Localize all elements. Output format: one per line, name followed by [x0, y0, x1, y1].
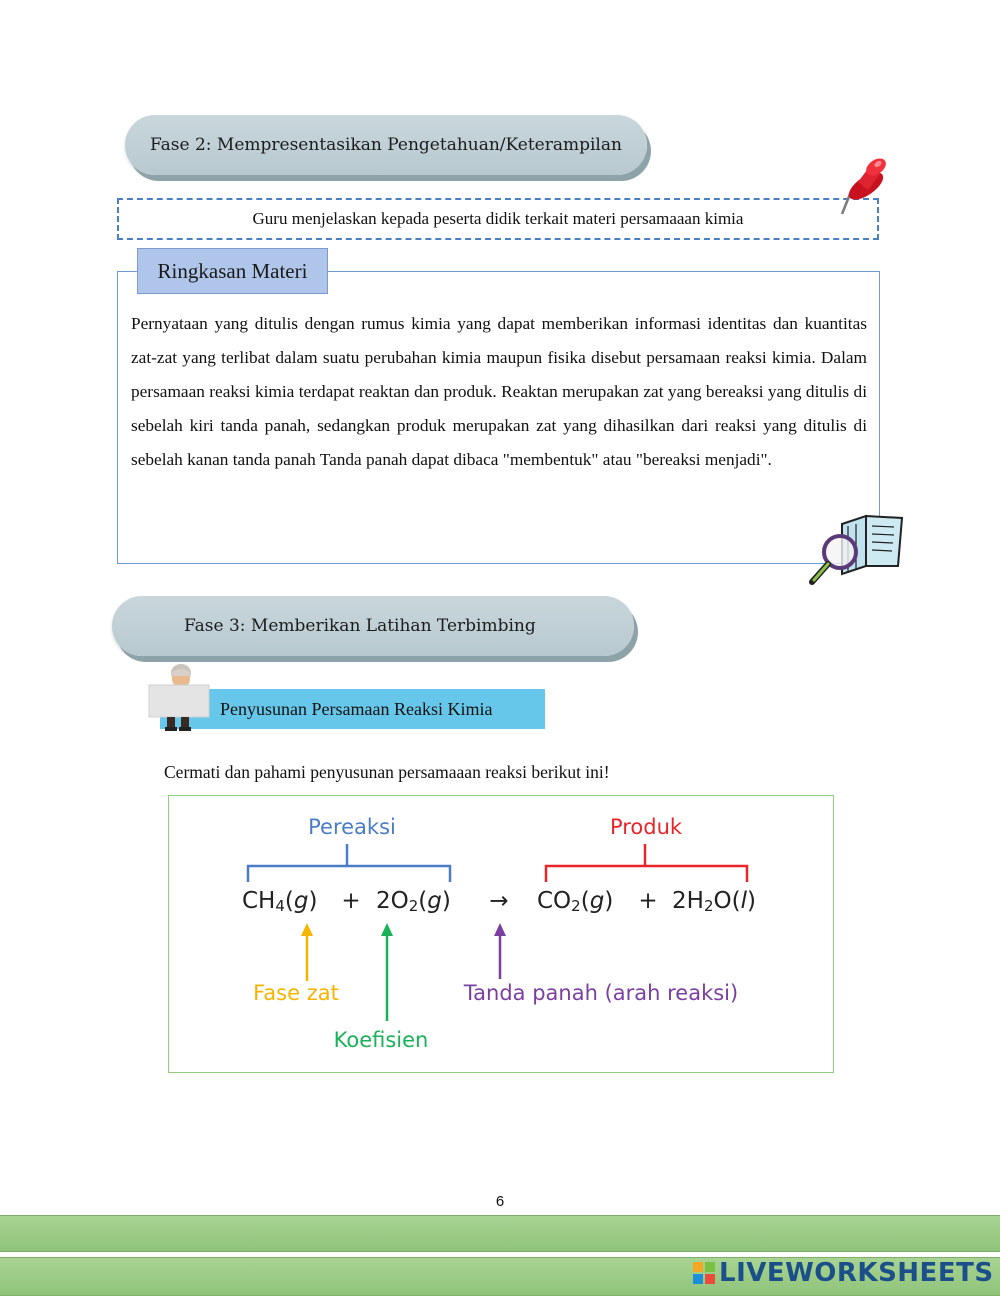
summary-text: Pernyataan yang ditulis dengan rumus kimia yang dapat memberikan informasi identitas dan kuantitas zat-zat yang terlibat dalam suatu perubahan kimia maupun fisika disebut persamaan reaksi kimia. Dalam persamaan reaksi kimia terdapat reaktan dan produk. Reaktan merupakan zat yang bereaksi yang ditulis di sebelah kiri tanda panah, sedangkan produk merupakan zat yang dihasilkan dari reaksi yang ditulis di sebelah kanan tanda panah Tanda panah dapat dibaca "membentuk" atau "bereaksi menjadi". — [131, 314, 867, 469]
book-magnifier-icon — [806, 508, 912, 590]
coefficient-label: Koefisien — [333, 1028, 429, 1052]
teacher-instruction-box — [117, 198, 879, 240]
equation-term-h2o: 2H2O(l) — [672, 888, 756, 915]
phase-2-banner — [125, 115, 647, 175]
phase-label: Fase zat — [253, 981, 339, 1005]
equation-term-co2: CO2(g) — [537, 888, 614, 915]
footer-band-top — [0, 1215, 1000, 1252]
reaction-arrow-pointer — [494, 923, 506, 979]
reaction-equation-diagram — [168, 795, 834, 1073]
equation-arrow: → — [489, 888, 509, 914]
reactants-label: Pereaksi — [308, 815, 396, 839]
phase-2-title: Fase 2: Mempresentasikan Pengetahuan/Keterampilan — [150, 135, 622, 155]
exercise-instruction: Cermati dan pahami penyusunan persamaaan reaksi berikut ini! — [164, 762, 610, 782]
equation-term-ch4: CH4(g) — [242, 888, 318, 915]
section-tag-text: Penyusunan Persamaan Reaksi Kimia — [220, 698, 493, 719]
reactants-brace — [248, 844, 450, 882]
equation-term-o2: 2O2(g) — [376, 888, 451, 915]
liveworksheets-logo-icon — [693, 1262, 715, 1284]
products-label: Produk — [609, 815, 683, 839]
person-holding-sign-icon — [145, 663, 213, 733]
section-tag — [160, 689, 545, 729]
summary-title-text: Ringkasan Materi — [157, 258, 308, 283]
teacher-instruction-text: Guru menjelaskan kepada peserta didik terkait materi persamaaan kimia — [252, 209, 744, 228]
coefficient-pointer-arrow — [381, 923, 393, 1021]
liveworksheets-brand: LIVEWORKSHEETS — [719, 1258, 994, 1288]
phase-pointer-arrow — [301, 923, 313, 981]
summary-title — [137, 248, 328, 294]
equation-plus-2: + — [638, 888, 658, 914]
liveworksheets-logo — [693, 1256, 994, 1290]
page-number: 6 — [495, 1193, 505, 1210]
phase-3-title: Fase 3: Memberikan Latihan Terbimbing — [184, 616, 536, 636]
push-pin-icon — [836, 152, 892, 218]
phase-3-banner — [112, 596, 634, 656]
arrow-label: Tanda panah (arah reaksi) — [463, 981, 739, 1005]
products-brace — [546, 844, 747, 882]
equation-plus-1: + — [341, 888, 361, 914]
